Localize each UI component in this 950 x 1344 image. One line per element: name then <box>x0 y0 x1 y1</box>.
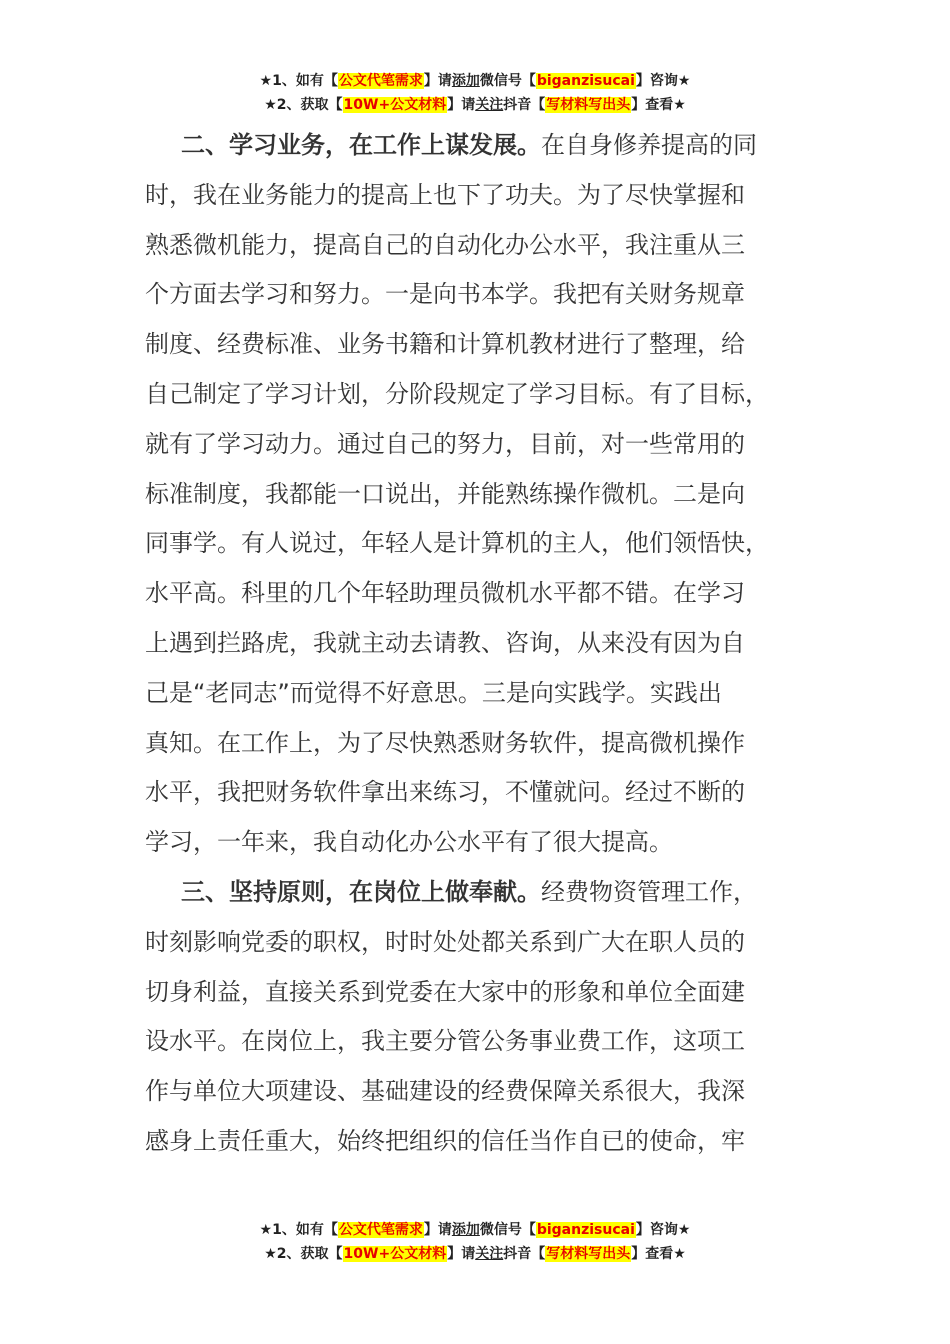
paragraph-row <box>145 121 805 171</box>
highlight-service: 公文代笔需求 <box>338 1222 423 1238</box>
highlight-douyin-account: 写材料写出头 <box>546 1246 631 1262</box>
paragraph-row: 己是“老同志”而觉得不好意思。三是向实践学。实践出 <box>145 678 722 707</box>
banner-text: 】请 <box>423 73 452 89</box>
paragraph-row: 熟悉微机能力，提高自己的自动化办公水平，我注重从三 <box>145 230 745 259</box>
star-icon: ★ <box>264 97 277 113</box>
banner-text: 2、获取【 <box>276 1246 343 1262</box>
footer-banner <box>0 1218 950 1266</box>
banner-text: 】查看★ <box>631 1246 686 1262</box>
section-2-heading: 二、学习业务，在工作上谋发展。 <box>181 131 541 159</box>
highlight-materials: 10W+公文材料 <box>343 1246 447 1262</box>
banner-text: 】查看★ <box>631 97 686 113</box>
paragraph-row: 上遇到拦路虎，我就主动去请教、咨询，从来没有因为自 <box>145 628 745 657</box>
paragraph-row: 自己制定了学习计划，分阶段规定了学习目标。有了目标， <box>145 379 769 408</box>
paragraph-row: 水平高。科里的几个年轻助理员微机水平都不错。在学习 <box>145 579 745 608</box>
paragraph-row: 制度、经费标准、业务书籍和计算机教材进行了整理，给 <box>145 330 745 359</box>
banner-text: 】请 <box>423 1222 452 1238</box>
paragraph-text: 经费物资管理工作， <box>541 877 757 906</box>
paragraph-row: 学习，一年来，我自动化办公水平有了很大提高。 <box>145 828 673 857</box>
paragraph-row: 水平，我把财务软件拿出来练习，不懂就问。经过不断的 <box>145 778 745 807</box>
paragraph-row: 感身上责任重大，始终把组织的信任当作自已的使命，牢 <box>145 1126 745 1155</box>
paragraph-row: 时，我在业务能力的提高上也下了功夫。为了尽快掌握和 <box>145 180 745 209</box>
banner-text: 微信号【 <box>479 73 536 89</box>
highlight-materials: 10W+公文材料 <box>343 97 447 113</box>
underlined-text: 添加 <box>451 1222 480 1238</box>
star-icon: ★ <box>259 73 273 89</box>
paragraph-row: 时刻影响党委的职权，时时处处都关系到广大在职人员的 <box>145 927 745 956</box>
banner-text: 2、获取【 <box>276 97 343 113</box>
underlined-text: 添加 <box>451 73 480 89</box>
banner-text: 1、如有【 <box>272 73 338 89</box>
banner-text: 】请 <box>447 97 476 113</box>
paragraph-row: 标准制度，我都能一口说出，并能熟练操作微机。二是向 <box>145 479 745 508</box>
highlight-douyin-account: 写材料写出头 <box>546 97 631 113</box>
paragraph-text: 在自身修养提高的同 <box>541 131 757 159</box>
highlight-wechat-id: biganzisucai <box>536 1222 635 1238</box>
paragraph-row: 作与单位大项建设、基础建设的经费保障关系很大，我深 <box>145 1077 745 1106</box>
banner-text: 1、如有【 <box>272 1222 338 1238</box>
paragraph-row: 设水平。在岗位上，我主要分管公务事业费工作，这项工 <box>145 1027 745 1056</box>
banner-line-1 <box>0 1218 950 1242</box>
star-icon: ★ <box>259 1222 273 1238</box>
section-2-paragraph <box>145 121 805 868</box>
banner-text: 】咨询★ <box>635 1222 691 1238</box>
banner-line-2 <box>0 93 950 117</box>
underlined-text: 关注 <box>475 97 504 113</box>
banner-text: 抖音【 <box>503 97 546 113</box>
banner-text: 】请 <box>447 1246 476 1262</box>
banner-line-1 <box>0 69 950 93</box>
underlined-text: 关注 <box>475 1246 504 1262</box>
paragraph-row: 个方面去学习和努力。一是向书本学。我把有关财务规章 <box>145 280 745 309</box>
paragraph-row: 真知。在工作上，为了尽快熟悉财务软件，提高微机操作 <box>145 728 745 757</box>
paragraph-row: 就有了学习动力。通过自己的努力，目前，对一些常用的 <box>145 429 745 458</box>
header-banner <box>0 69 950 117</box>
highlight-service: 公文代笔需求 <box>338 73 423 89</box>
banner-text: 】咨询★ <box>635 73 691 89</box>
document-body <box>145 121 805 1167</box>
banner-line-2 <box>0 1242 950 1266</box>
section-3-heading: 三、坚持原则，在岗位上做奉献。 <box>181 877 541 906</box>
highlight-wechat-id: biganzisucai <box>536 73 635 89</box>
section-3-paragraph <box>145 868 805 1167</box>
banner-text: 微信号【 <box>479 1222 536 1238</box>
paragraph-row: 切身利益，直接关系到党委在大家中的形象和单位全面建 <box>145 977 745 1006</box>
paragraph-row: 同事学。有人说过，年轻人是计算机的主人，他们领悟快， <box>145 529 769 558</box>
paragraph-row <box>145 868 805 918</box>
star-icon: ★ <box>264 1246 277 1262</box>
banner-text: 抖音【 <box>503 1246 546 1262</box>
